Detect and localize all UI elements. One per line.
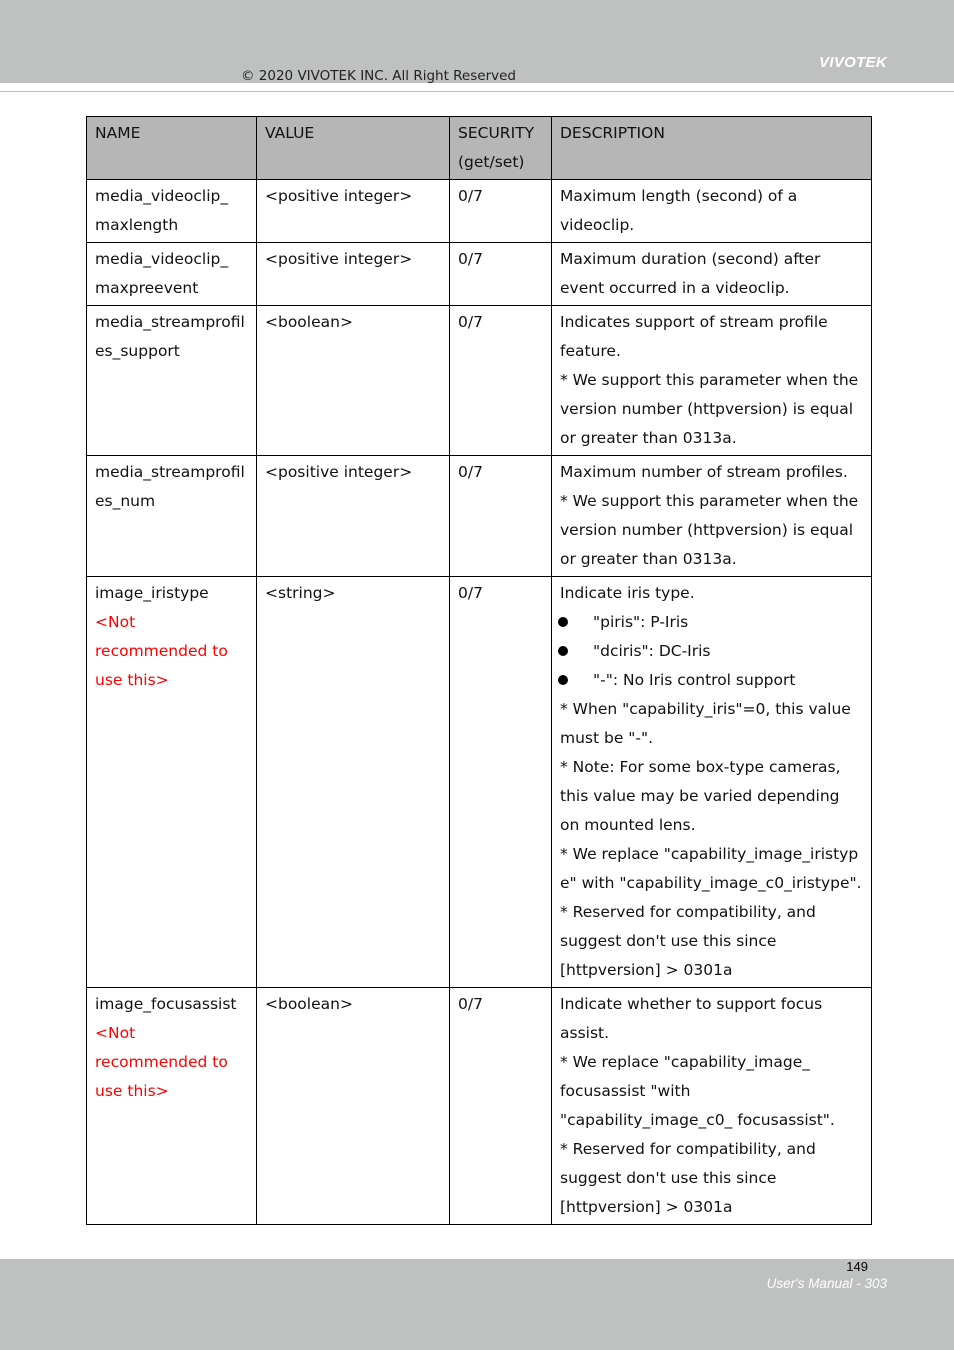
param-description [552, 577, 872, 988]
column-header-description: DESCRIPTION [552, 117, 872, 180]
description-line: * Reserved for compatibility, and suggest don't use this since [httpversion] > 0301a [560, 1140, 816, 1216]
description-line: * We replace "capability_image_ focusassist "with "capability_image_c0_ focusassist". [560, 1053, 835, 1129]
bullet-item [558, 637, 863, 666]
bullet-text: "dciris": DC-Iris [593, 642, 711, 660]
param-description [552, 456, 872, 577]
column-header-name: NAME [87, 117, 257, 180]
param-name: image_iristype [95, 584, 209, 602]
brand-logo: VIVOTEK [819, 54, 887, 71]
bullet-text: "-": No Iris control support [593, 671, 796, 689]
param-value: <boolean> [257, 988, 450, 1225]
param-description [552, 243, 872, 306]
param-value: <positive integer> [257, 456, 450, 577]
description-line: Maximum duration (second) after event occurred in a videoclip. [560, 250, 821, 297]
column-header-value: VALUE [257, 117, 450, 180]
page-footer [0, 1259, 954, 1350]
param-value: <positive integer> [257, 180, 450, 243]
param-value: <string> [257, 577, 450, 988]
bullet-item [558, 666, 863, 695]
description-line: Indicates support of stream profile feature. [560, 313, 828, 360]
param-description [552, 306, 872, 456]
description-line: Maximum length (second) of a videoclip. [560, 187, 798, 234]
table-row [87, 180, 872, 243]
manual-page-label: User's Manual - 303 [766, 1276, 887, 1291]
param-security: 0/7 [450, 180, 552, 243]
column-header-security: SECURITY (get/set) [450, 117, 552, 180]
param-security: 0/7 [450, 456, 552, 577]
table-row [87, 456, 872, 577]
parameter-table [86, 116, 872, 1225]
page-number: 149 [846, 1259, 868, 1274]
param-name: media_videoclip_ maxpreevent [87, 243, 257, 306]
copyright-text: © 2020 VIVOTEK INC. All Right Reserved [241, 68, 516, 84]
param-value: <boolean> [257, 306, 450, 456]
bullet-dot-icon [558, 675, 568, 685]
param-security: 0/7 [450, 243, 552, 306]
param-security: 0/7 [450, 306, 552, 456]
description-line: * We support this parameter when the version number (httpversion) is equal or greater than 0313a. [560, 371, 859, 447]
description-line: * We replace "capability_image_iristype" with "capability_image_c0_iristype". [560, 845, 862, 892]
not-recommended-note: <Not recommended to use this> [95, 613, 228, 689]
param-name: media_streamprofiles_num [87, 456, 257, 577]
param-description [552, 180, 872, 243]
description-line: * When "capability_iris"=0, this value must be "-". [560, 700, 851, 747]
description-line: * Reserved for compatibility, and suggest don't use this since [httpversion] > 0301a [560, 903, 816, 979]
param-name-cell [87, 577, 257, 988]
param-name: media_streamprofiles_support [87, 306, 257, 456]
description-line: Maximum number of stream profiles. [560, 463, 848, 481]
param-security: 0/7 [450, 988, 552, 1225]
table-row [87, 577, 872, 988]
table-header-row [87, 117, 872, 180]
param-security: 0/7 [450, 577, 552, 988]
bullet-text: "piris": P-Iris [593, 613, 689, 631]
param-name: image_focusassist [95, 995, 237, 1013]
param-description [552, 988, 872, 1225]
description-line: * Note: For some box-type cameras, this value may be varied depending on mounted lens. [560, 758, 841, 834]
bullet-item [558, 608, 863, 637]
table-row [87, 243, 872, 306]
param-name-cell [87, 988, 257, 1225]
table-row [87, 306, 872, 456]
description-line: * We support this parameter when the version number (httpversion) is equal or greater than 0313a. [560, 492, 859, 568]
bullet-dot-icon [558, 617, 568, 627]
description-line: Indicate iris type. [560, 584, 695, 602]
bullet-dot-icon [558, 646, 568, 656]
description-line: Indicate whether to support focus assist. [560, 995, 823, 1042]
table-row [87, 988, 872, 1225]
not-recommended-note: <Not recommended to use this> [95, 1024, 228, 1100]
header-divider [0, 91, 954, 92]
param-value: <positive integer> [257, 243, 450, 306]
param-name: media_videoclip_ maxlength [87, 180, 257, 243]
